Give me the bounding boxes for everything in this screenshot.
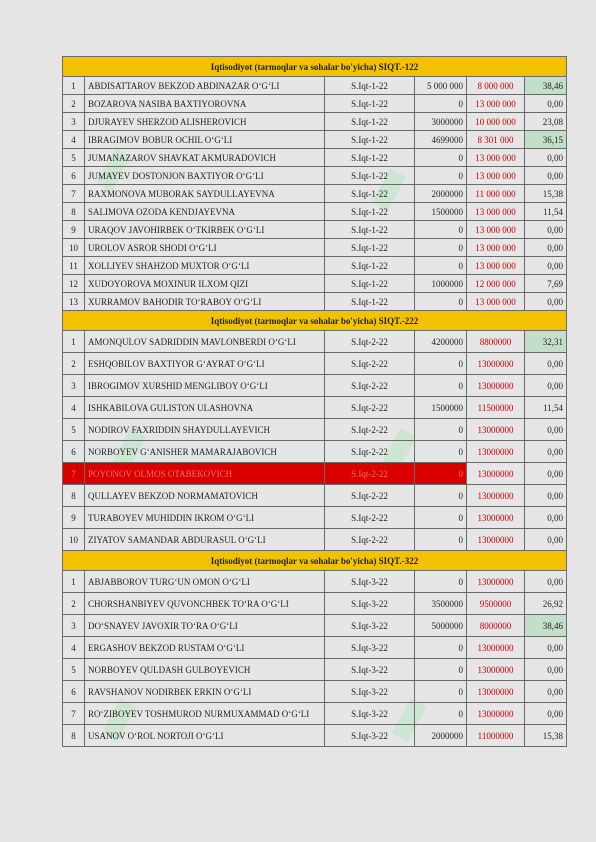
table-row: [63, 375, 567, 397]
student-name: DJURAYEV SHERZOD ALISHEROVICH: [85, 113, 325, 131]
student-name: USANOV O‘ROL NORTOJI O‘G‘LI: [85, 725, 325, 747]
student-name: NORBOYEV G‘ANISHER MAMARAJABOVICH: [85, 441, 325, 463]
table-row: [63, 615, 567, 637]
paid-percent: 38,46: [525, 615, 567, 637]
group-code: S.Iqt-2-22: [325, 331, 415, 353]
paid-percent: 0,00: [525, 419, 567, 441]
table-row: [63, 463, 567, 485]
group-code: S.Iqt-2-22: [325, 463, 415, 485]
row-number: 5: [63, 419, 85, 441]
paid-amount: 5 000 000: [415, 77, 467, 95]
debt-amount: 13000000: [467, 353, 525, 375]
row-number: 2: [63, 593, 85, 615]
paid-percent: 11,54: [525, 203, 567, 221]
group-code: S.Iqt-2-22: [325, 397, 415, 419]
paid-amount: 0: [415, 375, 467, 397]
paid-amount: 0: [415, 221, 467, 239]
paid-amount: 0: [415, 637, 467, 659]
row-number: 9: [63, 507, 85, 529]
debt-amount: 13000000: [467, 571, 525, 593]
debt-amount: 13000000: [467, 659, 525, 681]
table-row: [63, 725, 567, 747]
paid-percent: 0,00: [525, 637, 567, 659]
debt-amount: 13000000: [467, 375, 525, 397]
debt-amount: 8000000: [467, 615, 525, 637]
paid-percent: 0,00: [525, 659, 567, 681]
paid-percent: 0,00: [525, 149, 567, 167]
student-name: SALIMOVA OZODA KENDJAYEVNA: [85, 203, 325, 221]
paid-amount: 4200000: [415, 331, 467, 353]
debt-amount: 13 000 000: [467, 257, 525, 275]
row-number: 1: [63, 77, 85, 95]
debt-amount: 13 000 000: [467, 293, 525, 311]
group-code: S.Iqt-2-22: [325, 419, 415, 441]
row-number: 8: [63, 203, 85, 221]
paid-amount: 0: [415, 507, 467, 529]
group-code: S.Iqt-1-22: [325, 149, 415, 167]
table-row: [63, 203, 567, 221]
debt-amount: 8800000: [467, 331, 525, 353]
paid-amount: 0: [415, 463, 467, 485]
paid-percent: 0,00: [525, 507, 567, 529]
row-number: 3: [63, 615, 85, 637]
group-code: S.Iqt-1-22: [325, 167, 415, 185]
paid-amount: 0: [415, 485, 467, 507]
group-code: S.Iqt-2-22: [325, 529, 415, 551]
paid-percent: 0,00: [525, 167, 567, 185]
row-number: 9: [63, 221, 85, 239]
group-code: S.Iqt-1-22: [325, 221, 415, 239]
debt-amount: 13000000: [467, 637, 525, 659]
student-name: IBRAGIMOV BOBUR OCHIL O‘G‘LI: [85, 131, 325, 149]
paid-percent: 7,69: [525, 275, 567, 293]
row-number: 3: [63, 113, 85, 131]
table-row: [63, 113, 567, 131]
group-code: S.Iqt-2-22: [325, 441, 415, 463]
payment-table-body: [63, 57, 567, 747]
student-name: ERGASHOV BEKZOD RUSTAM O‘G‘LI: [85, 637, 325, 659]
table-row: [63, 397, 567, 419]
paid-amount: 0: [415, 571, 467, 593]
row-number: 7: [63, 185, 85, 203]
group-code: S.Iqt-1-22: [325, 131, 415, 149]
student-name: ZIYATOV SAMANDAR ABDURASUL O‘G‘LI: [85, 529, 325, 551]
student-name: RO‘ZIBOYEV TOSHMUROD NURMUXAMMAD O‘G‘LI: [85, 703, 325, 725]
row-number: 11: [63, 257, 85, 275]
student-name: XUDOYOROVA MOXINUR ILXOM QIZI: [85, 275, 325, 293]
table-row: [63, 485, 567, 507]
paid-amount: 0: [415, 703, 467, 725]
row-number: 6: [63, 441, 85, 463]
debt-amount: 11500000: [467, 397, 525, 419]
paid-amount: 0: [415, 441, 467, 463]
paid-percent: 0,00: [525, 257, 567, 275]
section-header: [63, 311, 567, 331]
row-number: 7: [63, 463, 85, 485]
group-code: S.Iqt-1-22: [325, 185, 415, 203]
table-row: [63, 703, 567, 725]
group-code: S.Iqt-2-22: [325, 507, 415, 529]
paid-amount: 0: [415, 149, 467, 167]
paid-amount: 0: [415, 529, 467, 551]
row-number: 1: [63, 331, 85, 353]
debt-amount: 13000000: [467, 463, 525, 485]
paid-amount: 0: [415, 167, 467, 185]
table-row: [63, 95, 567, 113]
group-code: S.Iqt-2-22: [325, 375, 415, 397]
debt-amount: 13 000 000: [467, 149, 525, 167]
paid-percent: 11,54: [525, 397, 567, 419]
section-title: Iqtisodiyot (tarmoqlar va sohalar bo'yicha) SIQT.-322: [63, 551, 567, 571]
table-row: [63, 221, 567, 239]
paid-amount: 1500000: [415, 203, 467, 221]
group-code: S.Iqt-1-22: [325, 239, 415, 257]
table-row: [63, 257, 567, 275]
paid-percent: 0,00: [525, 529, 567, 551]
table-row: [63, 637, 567, 659]
paid-amount: 1000000: [415, 275, 467, 293]
row-number: 6: [63, 681, 85, 703]
group-code: S.Iqt-2-22: [325, 485, 415, 507]
row-number: 4: [63, 637, 85, 659]
group-code: S.Iqt-3-22: [325, 681, 415, 703]
debt-amount: 11 000 000: [467, 185, 525, 203]
student-name: TURABOYEV MUHIDDIN IKROM O‘G‘LI: [85, 507, 325, 529]
student-name: JUMANAZAROV SHAVKAT AKMURADOVICH: [85, 149, 325, 167]
student-name: DO‘SNAYEV JAVOXIR TO‘RA O‘G‘LI: [85, 615, 325, 637]
debt-amount: 13000000: [467, 419, 525, 441]
paid-percent: 38,46: [525, 77, 567, 95]
row-number: 12: [63, 275, 85, 293]
paid-percent: 0,00: [525, 485, 567, 507]
section-header: [63, 551, 567, 571]
section-header: [63, 57, 567, 77]
paid-percent: 15,38: [525, 725, 567, 747]
row-number: 7: [63, 703, 85, 725]
payment-table: [62, 56, 567, 747]
paid-amount: 5000000: [415, 615, 467, 637]
debt-amount: 13 000 000: [467, 95, 525, 113]
paid-percent: 15,38: [525, 185, 567, 203]
paid-amount: 0: [415, 257, 467, 275]
paid-amount: 0: [415, 681, 467, 703]
group-code: S.Iqt-1-22: [325, 293, 415, 311]
row-number: 5: [63, 149, 85, 167]
debt-amount: 9500000: [467, 593, 525, 615]
group-code: S.Iqt-1-22: [325, 113, 415, 131]
table-row: [63, 419, 567, 441]
student-name: RAVSHANOV NODIRBEK ERKIN O‘G‘LI: [85, 681, 325, 703]
group-code: S.Iqt-1-22: [325, 275, 415, 293]
student-name: ISHKABILOVA GULISTON ULASHOVNA: [85, 397, 325, 419]
paid-percent: 0,00: [525, 441, 567, 463]
table-row: [63, 659, 567, 681]
row-number: 10: [63, 239, 85, 257]
debt-amount: 13000000: [467, 485, 525, 507]
debt-amount: 13000000: [467, 681, 525, 703]
paid-percent: 32,31: [525, 331, 567, 353]
paid-amount: 0: [415, 659, 467, 681]
row-number: 4: [63, 397, 85, 419]
table-row: [63, 185, 567, 203]
debt-amount: 13000000: [467, 441, 525, 463]
student-name: UROLOV ASROR SHODI O‘G‘LI: [85, 239, 325, 257]
table-row: [63, 131, 567, 149]
paid-percent: 0,00: [525, 463, 567, 485]
table-row: [63, 239, 567, 257]
section-title: Iqtisodiyot (tarmoqlar va sohalar bo'yicha) SIQT.-122: [63, 57, 567, 77]
group-code: S.Iqt-3-22: [325, 703, 415, 725]
row-number: 4: [63, 131, 85, 149]
section-title: Iqtisodiyot (tarmoqlar va sohalar bo'yicha) SIQT.-222: [63, 311, 567, 331]
student-name: XURRAMOV BAHODIR TO‘RABOY O‘G‘LI: [85, 293, 325, 311]
student-name: ESHQOBILOV BAXTIYOR G‘AYRAT O‘G‘LI: [85, 353, 325, 375]
debt-amount: 11000000: [467, 725, 525, 747]
paid-amount: 1500000: [415, 397, 467, 419]
debt-amount: 13000000: [467, 507, 525, 529]
paid-percent: 0,00: [525, 681, 567, 703]
row-number: 2: [63, 353, 85, 375]
paid-percent: 0,00: [525, 375, 567, 397]
student-name: CHORSHANBIYEV QUVONCHBEK TO‘RA O‘G‘LI: [85, 593, 325, 615]
group-code: S.Iqt-3-22: [325, 571, 415, 593]
paid-percent: 36,15: [525, 131, 567, 149]
paid-percent: 0,00: [525, 293, 567, 311]
table-row: [63, 681, 567, 703]
student-name: NORBOYEV QULDASH GULBOYEVICH: [85, 659, 325, 681]
row-number: 10: [63, 529, 85, 551]
group-code: S.Iqt-3-22: [325, 725, 415, 747]
student-name: RAXMONOVA MUBORAK SAYDULLAYEVNA: [85, 185, 325, 203]
table-row: [63, 275, 567, 293]
row-number: 8: [63, 725, 85, 747]
table-row: [63, 571, 567, 593]
paid-amount: 0: [415, 239, 467, 257]
row-number: 6: [63, 167, 85, 185]
paid-percent: 0,00: [525, 239, 567, 257]
table-row: [63, 441, 567, 463]
table-row: [63, 77, 567, 95]
row-number: 3: [63, 375, 85, 397]
table-row: [63, 353, 567, 375]
student-name: AMONQULOV SADRIDDIN MAVLONBERDI O‘G‘LI: [85, 331, 325, 353]
debt-amount: 13 000 000: [467, 221, 525, 239]
student-name: ABJABBOROV TURG‘UN OMON O‘G‘LI: [85, 571, 325, 593]
paid-amount: 0: [415, 95, 467, 113]
group-code: S.Iqt-1-22: [325, 203, 415, 221]
group-code: S.Iqt-1-22: [325, 95, 415, 113]
student-name: QULLAYEV BEKZOD NORMAMATOVICH: [85, 485, 325, 507]
group-code: S.Iqt-3-22: [325, 637, 415, 659]
paid-amount: 3500000: [415, 593, 467, 615]
paid-percent: 26,92: [525, 593, 567, 615]
debt-amount: 13000000: [467, 529, 525, 551]
table-row: [63, 293, 567, 311]
paid-amount: 0: [415, 419, 467, 441]
group-code: S.Iqt-1-22: [325, 257, 415, 275]
debt-amount: 13 000 000: [467, 239, 525, 257]
debt-amount: 13 000 000: [467, 203, 525, 221]
table-row: [63, 507, 567, 529]
paid-amount: 4699000: [415, 131, 467, 149]
debt-amount: 12 000 000: [467, 275, 525, 293]
debt-amount: 13 000 000: [467, 167, 525, 185]
paid-amount: 2000000: [415, 725, 467, 747]
paid-percent: 23,08: [525, 113, 567, 131]
group-code: S.Iqt-3-22: [325, 593, 415, 615]
student-name: IBROGIMOV XURSHID MENGLIBOY O‘G‘LI: [85, 375, 325, 397]
group-code: S.Iqt-2-22: [325, 353, 415, 375]
paid-percent: 0,00: [525, 95, 567, 113]
paid-percent: 0,00: [525, 353, 567, 375]
table-row: [63, 593, 567, 615]
debt-amount: 13000000: [467, 703, 525, 725]
student-name: ABDISATTAROV BEKZOD ABDINAZAR O‘G‘LI: [85, 77, 325, 95]
table-row: [63, 529, 567, 551]
group-code: S.Iqt-3-22: [325, 615, 415, 637]
paid-percent: 0,00: [525, 571, 567, 593]
student-name: JUMAYEV DOSTONJON BAXTIYOR O‘G‘LI: [85, 167, 325, 185]
paid-amount: 2000000: [415, 185, 467, 203]
group-code: S.Iqt-1-22: [325, 77, 415, 95]
student-name: NODIROV FAXRIDDIN SHAYDULLAYEVICH: [85, 419, 325, 441]
table-row: [63, 149, 567, 167]
row-number: 5: [63, 659, 85, 681]
debt-amount: 8 000 000: [467, 77, 525, 95]
debt-amount: 10 000 000: [467, 113, 525, 131]
student-name: XOLLIYEV SHAHZOD MUXTOR O‘G‘LI: [85, 257, 325, 275]
paid-amount: 0: [415, 293, 467, 311]
table-row: [63, 331, 567, 353]
row-number: 1: [63, 571, 85, 593]
paid-percent: 0,00: [525, 703, 567, 725]
table-row: [63, 167, 567, 185]
student-name: URAQOV JAVOHIRBEK O‘TKIRBEK O‘G‘LI: [85, 221, 325, 239]
student-name: BOZAROVA NASIBA BAXTIYOROVNA: [85, 95, 325, 113]
paid-amount: 0: [415, 353, 467, 375]
row-number: 2: [63, 95, 85, 113]
paid-percent: 0,00: [525, 221, 567, 239]
paid-amount: 3000000: [415, 113, 467, 131]
row-number: 13: [63, 293, 85, 311]
group-code: S.Iqt-3-22: [325, 659, 415, 681]
debt-amount: 8 301 000: [467, 131, 525, 149]
student-name: POYONOV OLMOS OTABEKOVICH: [85, 463, 325, 485]
row-number: 8: [63, 485, 85, 507]
